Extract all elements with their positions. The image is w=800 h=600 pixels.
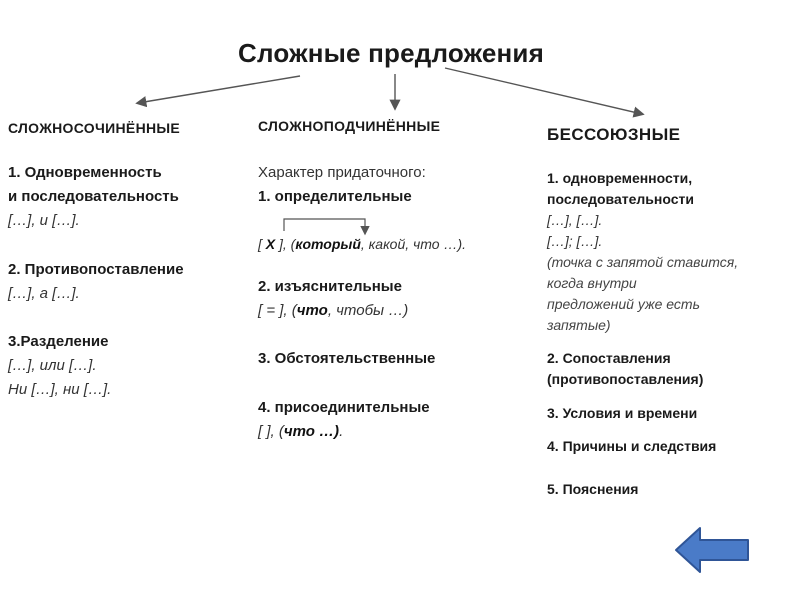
asyndetic-item-3-label: 3. Условия и времени — [547, 405, 698, 421]
compound-item-3-label: 3.Разделение — [8, 333, 109, 350]
compound-item-1-pattern: […], и […]. — [8, 212, 80, 229]
complex-subheading: Характер придаточного: — [258, 164, 426, 181]
compound-item-3-pattern-2: Ни […], ни […]. — [8, 381, 112, 398]
asyndetic-item-1-label: 1. одновременности, — [547, 170, 693, 186]
complex-item-2-label: 2. изъяснительные — [258, 278, 402, 295]
asyndetic-note-line-1: (точка с запятой ставится, — [547, 254, 739, 270]
asyndetic-item-1-label-2: последовательности — [547, 191, 694, 207]
asyndetic-item-5-label: 5. Пояснения — [547, 481, 639, 497]
complex-item-1-pattern: [ Х ], (который, какой, что …). — [258, 236, 467, 252]
diagram-title: Сложные предложения — [238, 38, 544, 68]
arrow-to-compound — [138, 76, 300, 103]
column-heading-compound: СЛОЖНОСОЧИНЁННЫЕ — [8, 120, 181, 136]
complex-item-4-label: 4. присоединительные — [258, 399, 430, 416]
asyndetic-item-4-label: 4. Причины и следствия — [547, 438, 717, 454]
compound-item-1-label-2: и последовательность — [8, 188, 179, 205]
asyndetic-item-2-label-2: (противопоставления) — [547, 371, 704, 387]
arrow-to-asyndetic — [445, 68, 642, 114]
complex-item-4-pattern: [ ], (что …). — [258, 423, 344, 440]
column-heading-asyndetic: БЕССОЮЗНЫЕ — [547, 125, 681, 144]
asyndetic-note-line-2: когда внутри — [547, 275, 637, 291]
asyndetic-item-1-pattern-2: […]; […]. — [547, 233, 603, 249]
asyndetic-item-1-pattern: […], […]. — [547, 212, 603, 228]
compound-item-2-label: 2. Противопоставление — [8, 261, 184, 278]
compound-item-2-pattern: […], а […]. — [8, 285, 80, 302]
back-arrow-icon[interactable] — [676, 528, 748, 572]
asyndetic-note-line-3: предложений уже есть — [547, 296, 700, 312]
column-heading-complex: СЛОЖНОПОДЧИНЁННЫЕ — [258, 118, 441, 134]
complex-item-1-label: 1. определительные — [258, 188, 412, 205]
attributive-bracket-arrow — [284, 219, 365, 233]
complex-item-3-label: 3. Обстоятельственные — [258, 350, 436, 367]
complex-item-2-pattern: [ = ], (что, чтобы …) — [258, 302, 409, 319]
asyndetic-item-2-label: 2. Сопоставления — [547, 350, 671, 366]
asyndetic-note-line-4: запятые) — [547, 317, 611, 333]
compound-item-3-pattern: […], или […]. — [8, 357, 97, 374]
compound-item-1-label: 1. Одновременность — [8, 164, 162, 181]
